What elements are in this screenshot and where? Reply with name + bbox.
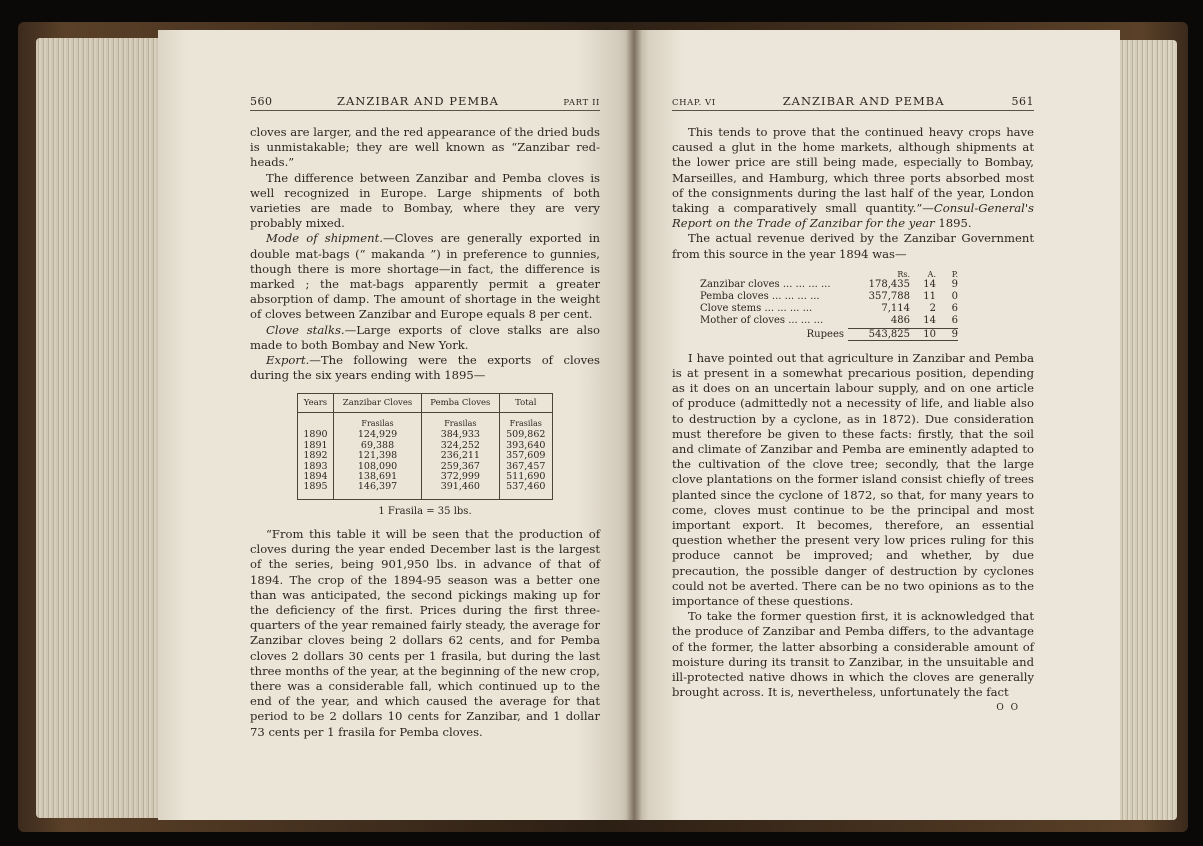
part-label: PART II: [563, 98, 600, 108]
table-cell: 367,457: [506, 460, 546, 472]
table-cell: 138,691: [357, 471, 398, 483]
citation: Consul-General's Report on the Trade of Zanzibar for the year: [672, 201, 1034, 231]
revenue-table: [700, 270, 1000, 341]
closing-paragraph: “From this table it will be seen that the production of cloves during the year ended December last is the largest of the series, being 901,950 lbs. in advance of that of 1894. The crop of the 1894-95 season was a better one than was anticipated, the second pickings making up for the deficiency of the first. Prices during the first three-quarters of the year remained fairly steady, the average for Zanzibar cloves being 2 dollars 62 cents, and for Pemba cloves 2 dollars 30 cents per 1 frasila, but during the last three months of the year, at the beginning of the new crop, there was a considerable fall, which continued up to the end of the year, and which caused the average for that period to be 2 dollars 10 cents for Zanzibar, and 1 dollar 73 cents per 1 frasila for Pemba cloves.: [250, 526, 600, 739]
header-zanzibar: Zanzibar Cloves: [333, 394, 421, 413]
total-column: [499, 429, 552, 499]
revenue-p: 6: [951, 302, 958, 314]
table-cell: 146,397: [357, 481, 398, 493]
table-cell: 124,929: [357, 429, 398, 441]
table-cell: 1894: [303, 471, 328, 483]
table-cell: 391,460: [440, 481, 480, 493]
header-total: Total: [499, 394, 552, 413]
total-a: 10: [910, 328, 936, 341]
left-page: [158, 30, 634, 820]
table-cell: 537,460: [506, 481, 546, 493]
para1-text: This tends to prove that the continued heavy crops have caused a glut in the home markets, although shipments at the lower price are still being made, especially to Bombay, Marseilles, and Hamburg, which three ports absorbed most of the consignments during the last half of the year, London taking a comparatively small quantity.”—: [672, 125, 1034, 216]
revenue-rows: [700, 279, 1000, 327]
years-column: [298, 429, 334, 499]
clove-stalks-paragraph: [250, 323, 600, 353]
stalks-text: —Large exports of clove stalks are also made to both Bombay and New York.: [250, 322, 600, 352]
stalks-heading: Clove stalks.: [266, 322, 345, 337]
revenue-row: [700, 303, 1000, 315]
table-cell: 393,640: [506, 439, 546, 451]
revenue-a: 14: [923, 278, 936, 290]
revenue-label: Mother of cloves ... ... ...: [700, 314, 824, 326]
table-cell: 324,252: [440, 439, 480, 451]
revenue-a: 2: [929, 302, 936, 314]
book-gutter: [626, 30, 642, 820]
table-cell: 1890: [303, 429, 328, 441]
page-edges-left: [36, 38, 166, 818]
table-cell: 108,090: [357, 460, 398, 472]
paragraph: The actual revenue derived by the Zanzibar Government from this source in the year 1894 was—: [672, 231, 1034, 261]
paragraph: [672, 125, 1034, 231]
table-cell: 1892: [303, 450, 328, 462]
total-rs: 543,825: [848, 328, 910, 341]
header-pemba: Pemba Cloves: [422, 394, 499, 413]
revenue-rs: 357,788: [868, 290, 910, 302]
table-cell: 259,367: [440, 460, 480, 472]
revenue-rs: 486: [890, 314, 910, 326]
revenue-p: 6: [951, 314, 958, 326]
header-years: Years: [298, 394, 334, 413]
revenue-total: [700, 328, 1000, 341]
table-cell: 1891: [303, 439, 328, 451]
col-p: P.: [951, 269, 958, 279]
revenue-p: 9: [951, 278, 958, 290]
paragraph: I have pointed out that agriculture in Zanzibar and Pemba is at present in a somewhat precarious position, depending as it does on an uncertain labour supply, and on one article of produce (admittedly not a necessity of life, and liable also to destruction by a cyclone, as in 1872). Due consideration must therefore be given to these facts: firstly, that the soil and climate of Zanzibar and Pemba are eminently adapted to the cultivation of the clove tree; secondly, that the large clove plantations on the former island consist chiefly of trees planted since the cyclone of 1872, so that, for many years to come, cloves must continue to be the principal and most important export. It becomes, therefore, an essential question whether the present very low prices ruling for this produce cannot be improved; and whether, by due precaution, the possible danger of destruction by cyclones could not be averted. There can be no two opinions as to the importance of these questions.: [672, 350, 1034, 609]
right-page: [634, 30, 1120, 820]
revenue-row: [700, 279, 1000, 291]
table-cell: 384,933: [440, 429, 480, 441]
revenue-a: 14: [923, 314, 936, 326]
right-page-number: 561: [1011, 95, 1034, 108]
revenue-rs: 178,435: [868, 278, 910, 290]
mode-text: —Cloves are generally exported in double mat-bags (“ makanda ”) in preference to gunnies, though there is more shortage—in fact, the difference is marked ; the mat-bags apparently permit a greater absorption of damp. The amount of shortage in the weight of cloves between Zanzibar and Europe equals 8 per cent.: [250, 231, 600, 322]
revenue-rs: 7,114: [881, 302, 910, 314]
col-a: A.: [927, 269, 936, 279]
table-cell: 1893: [303, 460, 328, 472]
mode-of-shipment-paragraph: [250, 231, 600, 322]
page-edges-right: [1115, 40, 1177, 820]
paragraph: To take the former question first, it is acknowledged that the produce of Zanzibar and Pemba differs, to the advantage of the former, the latter absorbing a considerable amount of moisture during its transit to Zanzibar, in the unsuitable and ill-protected native dhows in which the cloves are generally brought across. It is, nevertheless, unfortunately the fact: [672, 609, 1034, 700]
unit-label: Frasilas: [499, 413, 552, 430]
revenue-label: Zanzibar cloves ... ... ... ...: [700, 278, 831, 290]
zanzibar-column: [333, 429, 421, 499]
left-running-title: ZANZIBAR AND PEMBA: [337, 94, 499, 108]
total-label: Rupees: [806, 328, 844, 340]
paragraph: cloves are larger, and the red appearance of the dried buds is unmistakable; they are well known as “Zanzibar red-heads.”: [250, 125, 600, 170]
unit-label: Frasilas: [422, 413, 499, 430]
left-page-number: 560: [250, 95, 273, 108]
right-running-header: [672, 94, 1034, 111]
table-cell: 372,999: [440, 471, 480, 483]
citation-year: 1895.: [934, 216, 972, 231]
unit-label: Frasilas: [333, 413, 421, 430]
col-rs: Rs.: [897, 269, 910, 279]
right-page-content: [672, 94, 1034, 713]
clove-exports-table: [297, 393, 553, 499]
table-cell: 1895: [303, 481, 328, 493]
export-paragraph: [250, 353, 600, 383]
table-cell: 357,609: [506, 450, 546, 462]
revenue-label: Clove stems ... ... ... ...: [700, 302, 813, 314]
left-page-content: [250, 94, 600, 740]
chapter-label: CHAP. VI: [672, 98, 716, 108]
export-heading: Export.: [266, 353, 310, 368]
paragraph: The difference between Zanzibar and Pemba cloves is well recognized in Europe. Large shipments of both varieties are made to Bombay, where they are very probably mixed.: [250, 170, 600, 231]
revenue-label: Pemba cloves ... ... ... ...: [700, 290, 820, 302]
table-cell: 121,398: [357, 450, 398, 462]
pemba-column: [422, 429, 499, 499]
table-cell: 511,690: [506, 471, 546, 483]
export-text: —The following were the exports of cloves during the six years ending with 1895—: [250, 353, 600, 383]
table-cell: 69,388: [360, 439, 395, 451]
revenue-p: 0: [951, 290, 958, 302]
total-p: 9: [936, 328, 958, 341]
mode-heading: Mode of shipment.: [266, 231, 383, 246]
revenue-row: [700, 315, 1000, 327]
table-note: 1 Frasila = 35 lbs.: [378, 505, 472, 517]
right-running-title: ZANZIBAR AND PEMBA: [782, 94, 945, 108]
revenue-header: [700, 270, 1000, 279]
revenue-row: [700, 291, 1000, 303]
signature-mark: O O: [996, 702, 1020, 713]
table-cell: 509,862: [506, 429, 546, 441]
table-cell: 236,211: [440, 450, 480, 462]
left-running-header: [250, 94, 600, 111]
revenue-a: 11: [923, 290, 936, 302]
